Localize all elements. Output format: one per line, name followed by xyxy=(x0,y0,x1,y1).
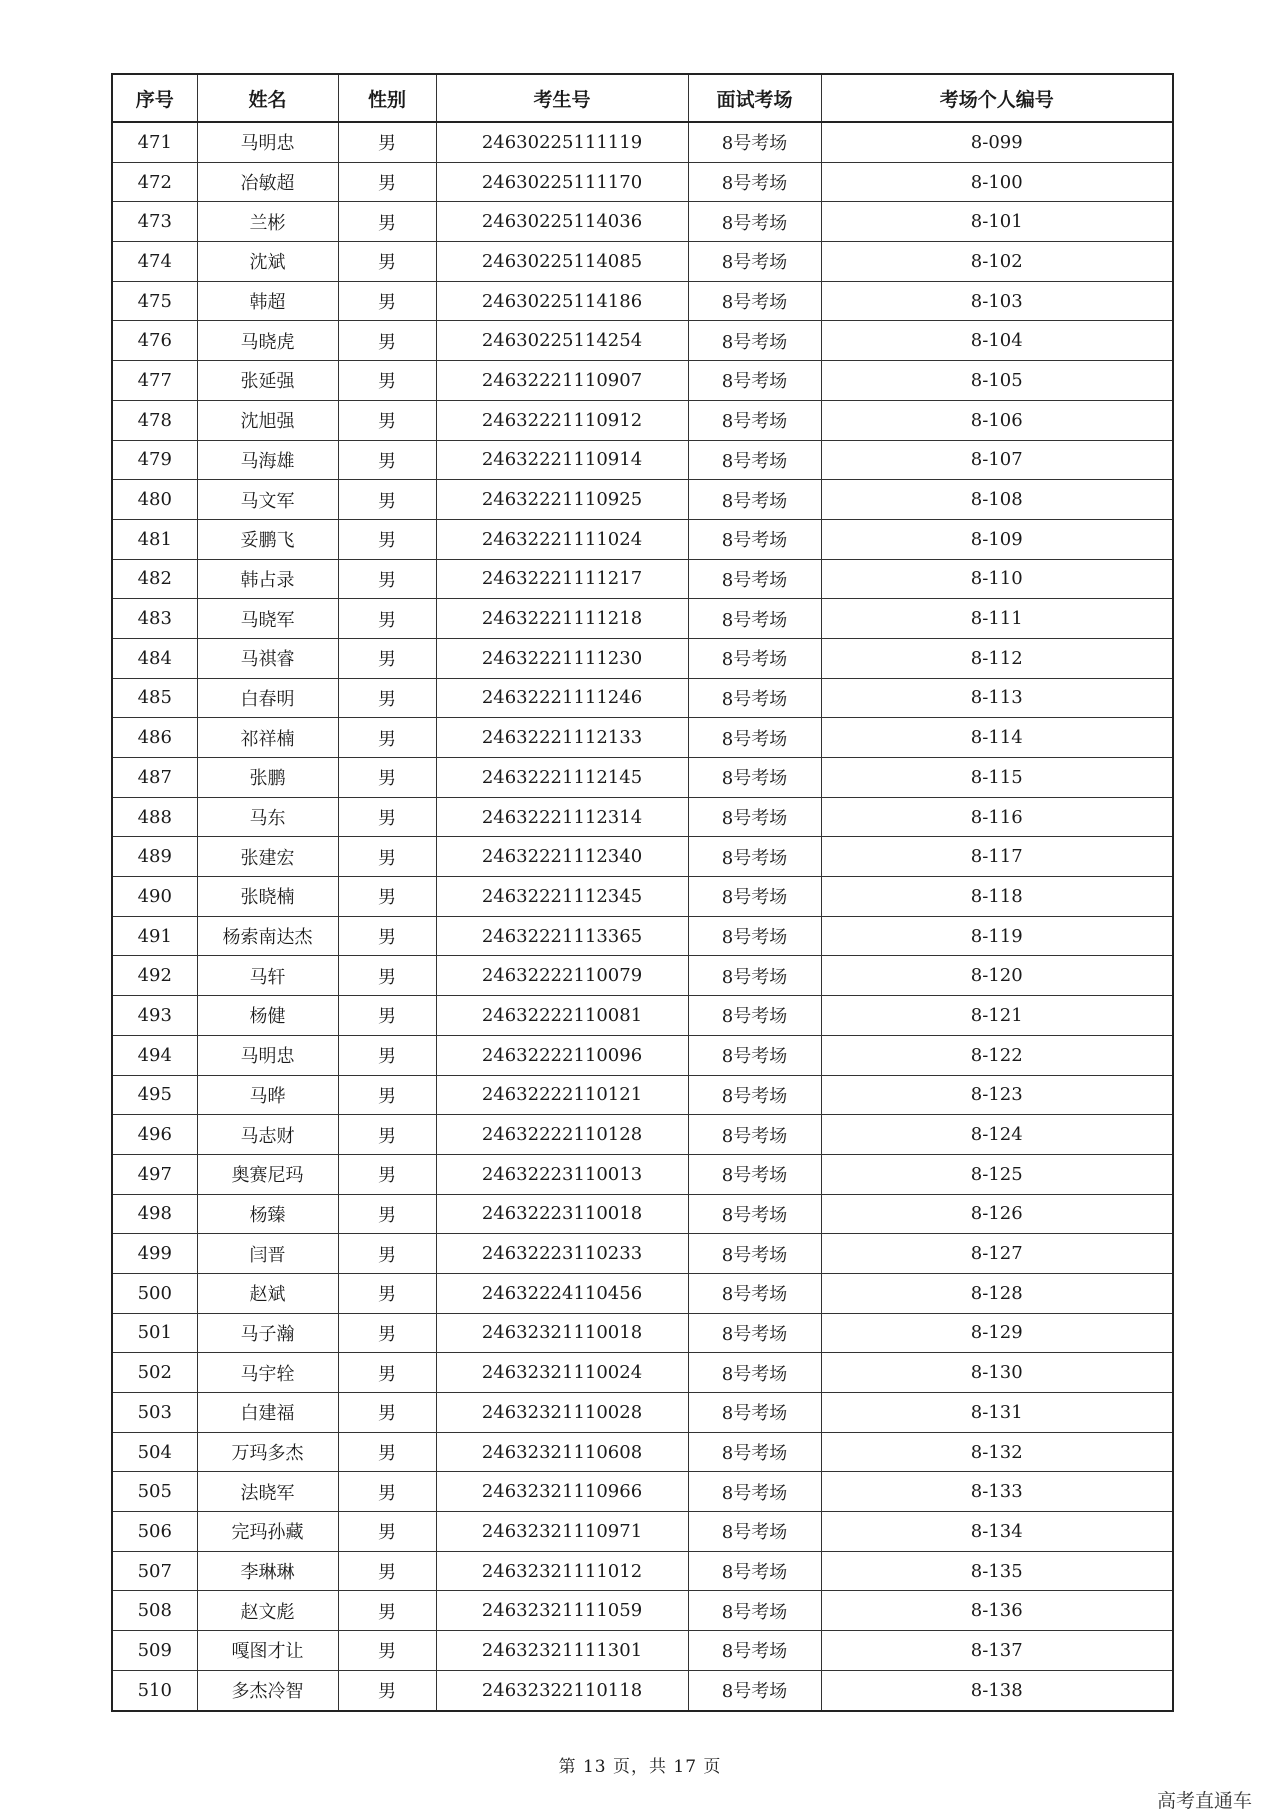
cell-room-personal-id: 8-118 xyxy=(821,877,1173,917)
cell-name: 沈斌 xyxy=(197,242,338,282)
cell-gender: 男 xyxy=(338,1035,436,1075)
cell-room-personal-id: 8-125 xyxy=(821,1154,1173,1194)
cell-room-personal-id: 8-117 xyxy=(821,837,1173,877)
cell-candidate-number: 24630225114085 xyxy=(436,242,688,282)
cell-interview-room: 8号考场 xyxy=(688,1273,821,1313)
cell-room-personal-id: 8-136 xyxy=(821,1591,1173,1631)
cell-candidate-number: 24632222110079 xyxy=(436,956,688,996)
cell-serial: 491 xyxy=(112,916,197,956)
cell-name: 张延强 xyxy=(197,361,338,401)
cell-serial: 509 xyxy=(112,1631,197,1671)
cell-serial: 474 xyxy=(112,242,197,282)
header-serial: 序号 xyxy=(112,74,197,122)
cell-interview-room: 8号考场 xyxy=(688,1194,821,1234)
cell-candidate-number: 24632221111218 xyxy=(436,599,688,639)
table-row xyxy=(112,519,1173,559)
cell-name: 张晓楠 xyxy=(197,877,338,917)
cell-serial: 504 xyxy=(112,1432,197,1472)
table-row xyxy=(112,956,1173,996)
cell-interview-room: 8号考场 xyxy=(688,678,821,718)
cell-serial: 478 xyxy=(112,400,197,440)
cell-gender: 男 xyxy=(338,122,436,162)
cell-serial: 485 xyxy=(112,678,197,718)
cell-candidate-number: 24632221111246 xyxy=(436,678,688,718)
cell-candidate-number: 24632221110907 xyxy=(436,361,688,401)
cell-candidate-number: 24632321111301 xyxy=(436,1631,688,1671)
cell-interview-room: 8号考场 xyxy=(688,162,821,202)
cell-name: 万玛多杰 xyxy=(197,1432,338,1472)
cell-interview-room: 8号考场 xyxy=(688,638,821,678)
cell-name: 韩占录 xyxy=(197,559,338,599)
cell-room-personal-id: 8-119 xyxy=(821,916,1173,956)
cell-room-personal-id: 8-121 xyxy=(821,996,1173,1036)
cell-name: 张鹏 xyxy=(197,758,338,798)
cell-gender: 男 xyxy=(338,1670,436,1710)
cell-room-personal-id: 8-131 xyxy=(821,1393,1173,1433)
cell-room-personal-id: 8-135 xyxy=(821,1551,1173,1591)
cell-room-personal-id: 8-124 xyxy=(821,1115,1173,1155)
table-row xyxy=(112,202,1173,242)
cell-room-personal-id: 8-111 xyxy=(821,599,1173,639)
cell-gender: 男 xyxy=(338,1472,436,1512)
cell-gender: 男 xyxy=(338,559,436,599)
cell-interview-room: 8号考场 xyxy=(688,1313,821,1353)
cell-room-personal-id: 8-109 xyxy=(821,519,1173,559)
cell-gender: 男 xyxy=(338,1591,436,1631)
cell-interview-room: 8号考场 xyxy=(688,1035,821,1075)
cell-gender: 男 xyxy=(338,400,436,440)
cell-name: 张建宏 xyxy=(197,837,338,877)
cell-name: 冶敏超 xyxy=(197,162,338,202)
cell-room-personal-id: 8-108 xyxy=(821,480,1173,520)
cell-serial: 510 xyxy=(112,1670,197,1710)
cell-gender: 男 xyxy=(338,202,436,242)
cell-name: 马海雄 xyxy=(197,440,338,480)
cell-gender: 男 xyxy=(338,519,436,559)
cell-gender: 男 xyxy=(338,797,436,837)
cell-name: 马子瀚 xyxy=(197,1313,338,1353)
table-body xyxy=(112,122,1173,1711)
cell-room-personal-id: 8-129 xyxy=(821,1313,1173,1353)
table-row xyxy=(112,1154,1173,1194)
cell-room-personal-id: 8-126 xyxy=(821,1194,1173,1234)
cell-gender: 男 xyxy=(338,638,436,678)
cell-candidate-number: 24632321110024 xyxy=(436,1353,688,1393)
cell-gender: 男 xyxy=(338,1512,436,1552)
cell-room-personal-id: 8-123 xyxy=(821,1075,1173,1115)
cell-serial: 492 xyxy=(112,956,197,996)
cell-interview-room: 8号考场 xyxy=(688,242,821,282)
table-row xyxy=(112,758,1173,798)
header-room-personal-id: 考场个人编号 xyxy=(821,74,1173,122)
cell-name: 法晓军 xyxy=(197,1472,338,1512)
cell-interview-room: 8号考场 xyxy=(688,440,821,480)
table-row xyxy=(112,877,1173,917)
cell-room-personal-id: 8-102 xyxy=(821,242,1173,282)
cell-gender: 男 xyxy=(338,678,436,718)
cell-name: 沈旭强 xyxy=(197,400,338,440)
cell-interview-room: 8号考场 xyxy=(688,1234,821,1274)
cell-interview-room: 8号考场 xyxy=(688,281,821,321)
cell-gender: 男 xyxy=(338,440,436,480)
cell-gender: 男 xyxy=(338,1393,436,1433)
cell-interview-room: 8号考场 xyxy=(688,599,821,639)
table-row xyxy=(112,1551,1173,1591)
cell-interview-room: 8号考场 xyxy=(688,1631,821,1671)
cell-name: 完玛孙藏 xyxy=(197,1512,338,1552)
cell-gender: 男 xyxy=(338,956,436,996)
cell-candidate-number: 24632321110028 xyxy=(436,1393,688,1433)
header-candidate-number: 考生号 xyxy=(436,74,688,122)
cell-candidate-number: 24630225114254 xyxy=(436,321,688,361)
cell-gender: 男 xyxy=(338,1313,436,1353)
cell-gender: 男 xyxy=(338,758,436,798)
cell-interview-room: 8号考场 xyxy=(688,837,821,877)
cell-name: 马宇辁 xyxy=(197,1353,338,1393)
cell-serial: 476 xyxy=(112,321,197,361)
cell-gender: 男 xyxy=(338,1194,436,1234)
cell-name: 马文军 xyxy=(197,480,338,520)
cell-serial: 490 xyxy=(112,877,197,917)
cell-interview-room: 8号考场 xyxy=(688,480,821,520)
cell-serial: 503 xyxy=(112,1393,197,1433)
table-row xyxy=(112,797,1173,837)
cell-gender: 男 xyxy=(338,281,436,321)
cell-room-personal-id: 8-112 xyxy=(821,638,1173,678)
cell-gender: 男 xyxy=(338,1234,436,1274)
cell-candidate-number: 24632321110966 xyxy=(436,1472,688,1512)
cell-name: 马晔 xyxy=(197,1075,338,1115)
cell-candidate-number: 24632221112340 xyxy=(436,837,688,877)
cell-room-personal-id: 8-107 xyxy=(821,440,1173,480)
cell-candidate-number: 24632222110128 xyxy=(436,1115,688,1155)
cell-interview-room: 8号考场 xyxy=(688,559,821,599)
cell-room-personal-id: 8-114 xyxy=(821,718,1173,758)
cell-gender: 男 xyxy=(338,877,436,917)
cell-interview-room: 8号考场 xyxy=(688,1393,821,1433)
cell-room-personal-id: 8-106 xyxy=(821,400,1173,440)
cell-name: 马明忠 xyxy=(197,1035,338,1075)
cell-room-personal-id: 8-122 xyxy=(821,1035,1173,1075)
cell-serial: 477 xyxy=(112,361,197,401)
table-row xyxy=(112,1234,1173,1274)
cell-gender: 男 xyxy=(338,321,436,361)
cell-interview-room: 8号考场 xyxy=(688,1115,821,1155)
cell-candidate-number: 24632223110013 xyxy=(436,1154,688,1194)
cell-candidate-number: 24632221113365 xyxy=(436,916,688,956)
cell-serial: 495 xyxy=(112,1075,197,1115)
cell-room-personal-id: 8-133 xyxy=(821,1472,1173,1512)
cell-room-personal-id: 8-116 xyxy=(821,797,1173,837)
cell-interview-room: 8号考场 xyxy=(688,877,821,917)
cell-serial: 479 xyxy=(112,440,197,480)
table-row xyxy=(112,321,1173,361)
cell-interview-room: 8号考场 xyxy=(688,400,821,440)
cell-gender: 男 xyxy=(338,1154,436,1194)
table-row xyxy=(112,1313,1173,1353)
cell-serial: 471 xyxy=(112,122,197,162)
table-row xyxy=(112,1472,1173,1512)
table-row xyxy=(112,1670,1173,1710)
cell-serial: 508 xyxy=(112,1591,197,1631)
cell-name: 白春明 xyxy=(197,678,338,718)
table-row xyxy=(112,1393,1173,1433)
table-row xyxy=(112,678,1173,718)
cell-gender: 男 xyxy=(338,996,436,1036)
cell-interview-room: 8号考场 xyxy=(688,1472,821,1512)
table-row xyxy=(112,837,1173,877)
table-row xyxy=(112,996,1173,1036)
table-row xyxy=(112,559,1173,599)
cell-serial: 483 xyxy=(112,599,197,639)
cell-candidate-number: 24632221111217 xyxy=(436,559,688,599)
cell-interview-room: 8号考场 xyxy=(688,1551,821,1591)
cell-gender: 男 xyxy=(338,480,436,520)
table-row xyxy=(112,1591,1173,1631)
cell-candidate-number: 24632321111059 xyxy=(436,1591,688,1631)
table-row xyxy=(112,1631,1173,1671)
cell-name: 马晓军 xyxy=(197,599,338,639)
cell-candidate-number: 24632223110018 xyxy=(436,1194,688,1234)
cell-room-personal-id: 8-137 xyxy=(821,1631,1173,1671)
table-row xyxy=(112,400,1173,440)
cell-serial: 496 xyxy=(112,1115,197,1155)
page-number-footer: 第 13 页，共 17 页 xyxy=(558,1757,722,1777)
cell-serial: 472 xyxy=(112,162,197,202)
cell-candidate-number: 24632321110018 xyxy=(436,1313,688,1353)
header-gender: 性别 xyxy=(338,74,436,122)
cell-candidate-number: 24632222110096 xyxy=(436,1035,688,1075)
cell-candidate-number: 24632321110608 xyxy=(436,1432,688,1472)
cell-candidate-number: 24632221111230 xyxy=(436,638,688,678)
cell-serial: 493 xyxy=(112,996,197,1036)
table-row xyxy=(112,638,1173,678)
cell-serial: 475 xyxy=(112,281,197,321)
cell-interview-room: 8号考场 xyxy=(688,956,821,996)
cell-gender: 男 xyxy=(338,718,436,758)
cell-gender: 男 xyxy=(338,1631,436,1671)
cell-serial: 482 xyxy=(112,559,197,599)
cell-interview-room: 8号考场 xyxy=(688,1512,821,1552)
cell-room-personal-id: 8-110 xyxy=(821,559,1173,599)
cell-serial: 506 xyxy=(112,1512,197,1552)
cell-candidate-number: 24630225111170 xyxy=(436,162,688,202)
cell-serial: 507 xyxy=(112,1551,197,1591)
table-row xyxy=(112,242,1173,282)
cell-candidate-number: 24630225111119 xyxy=(436,122,688,162)
cell-serial: 497 xyxy=(112,1154,197,1194)
cell-candidate-number: 24632221110912 xyxy=(436,400,688,440)
cell-gender: 男 xyxy=(338,837,436,877)
table-row xyxy=(112,599,1173,639)
cell-serial: 498 xyxy=(112,1194,197,1234)
cell-interview-room: 8号考场 xyxy=(688,202,821,242)
cell-room-personal-id: 8-132 xyxy=(821,1432,1173,1472)
cell-interview-room: 8号考场 xyxy=(688,996,821,1036)
cell-room-personal-id: 8-103 xyxy=(821,281,1173,321)
cell-room-personal-id: 8-134 xyxy=(821,1512,1173,1552)
cell-interview-room: 8号考场 xyxy=(688,916,821,956)
cell-serial: 486 xyxy=(112,718,197,758)
cell-candidate-number: 24632221112314 xyxy=(436,797,688,837)
cell-name: 马东 xyxy=(197,797,338,837)
cell-gender: 男 xyxy=(338,1432,436,1472)
cell-candidate-number: 24632321111012 xyxy=(436,1551,688,1591)
cell-name: 白建福 xyxy=(197,1393,338,1433)
cell-candidate-number: 24630225114036 xyxy=(436,202,688,242)
cell-gender: 男 xyxy=(338,1075,436,1115)
cell-candidate-number: 24632222110081 xyxy=(436,996,688,1036)
cell-name: 嘎图才让 xyxy=(197,1631,338,1671)
cell-interview-room: 8号考场 xyxy=(688,1154,821,1194)
cell-room-personal-id: 8-104 xyxy=(821,321,1173,361)
cell-name: 杨索南达杰 xyxy=(197,916,338,956)
cell-room-personal-id: 8-099 xyxy=(821,122,1173,162)
candidate-table xyxy=(111,73,1174,1712)
cell-candidate-number: 24632221112345 xyxy=(436,877,688,917)
cell-interview-room: 8号考场 xyxy=(688,1353,821,1393)
cell-room-personal-id: 8-113 xyxy=(821,678,1173,718)
cell-gender: 男 xyxy=(338,361,436,401)
cell-name: 闫晋 xyxy=(197,1234,338,1274)
cell-serial: 502 xyxy=(112,1353,197,1393)
table-row xyxy=(112,1512,1173,1552)
cell-room-personal-id: 8-128 xyxy=(821,1273,1173,1313)
cell-interview-room: 8号考场 xyxy=(688,718,821,758)
cell-candidate-number: 24632221112133 xyxy=(436,718,688,758)
cell-gender: 男 xyxy=(338,916,436,956)
cell-candidate-number: 24632321110971 xyxy=(436,1512,688,1552)
table-row xyxy=(112,916,1173,956)
cell-interview-room: 8号考场 xyxy=(688,797,821,837)
table-row xyxy=(112,1273,1173,1313)
cell-room-personal-id: 8-105 xyxy=(821,361,1173,401)
cell-name: 李琳琳 xyxy=(197,1551,338,1591)
cell-candidate-number: 24632223110233 xyxy=(436,1234,688,1274)
table-row xyxy=(112,1075,1173,1115)
cell-gender: 男 xyxy=(338,242,436,282)
cell-candidate-number: 24632221112145 xyxy=(436,758,688,798)
cell-name: 兰彬 xyxy=(197,202,338,242)
cell-room-personal-id: 8-100 xyxy=(821,162,1173,202)
header-interview-room: 面试考场 xyxy=(688,74,821,122)
cell-gender: 男 xyxy=(338,1353,436,1393)
cell-serial: 487 xyxy=(112,758,197,798)
cell-serial: 484 xyxy=(112,638,197,678)
cell-gender: 男 xyxy=(338,1273,436,1313)
cell-room-personal-id: 8-127 xyxy=(821,1234,1173,1274)
cell-interview-room: 8号考场 xyxy=(688,1591,821,1631)
cell-name: 马祺睿 xyxy=(197,638,338,678)
table-row xyxy=(112,480,1173,520)
cell-candidate-number: 24632221110914 xyxy=(436,440,688,480)
cell-room-personal-id: 8-138 xyxy=(821,1670,1173,1710)
cell-interview-room: 8号考场 xyxy=(688,519,821,559)
table-row xyxy=(112,162,1173,202)
table-header-row xyxy=(112,74,1173,122)
cell-serial: 481 xyxy=(112,519,197,559)
table-row xyxy=(112,718,1173,758)
table-row xyxy=(112,440,1173,480)
cell-gender: 男 xyxy=(338,599,436,639)
cell-serial: 505 xyxy=(112,1472,197,1512)
cell-room-personal-id: 8-101 xyxy=(821,202,1173,242)
cell-candidate-number: 24632221110925 xyxy=(436,480,688,520)
header-name: 姓名 xyxy=(197,74,338,122)
table-row xyxy=(112,361,1173,401)
cell-interview-room: 8号考场 xyxy=(688,122,821,162)
cell-serial: 480 xyxy=(112,480,197,520)
cell-serial: 501 xyxy=(112,1313,197,1353)
cell-candidate-number: 24630225114186 xyxy=(436,281,688,321)
cell-serial: 473 xyxy=(112,202,197,242)
candidate-table-container xyxy=(111,73,1172,1712)
cell-serial: 494 xyxy=(112,1035,197,1075)
cell-name: 奥赛尼玛 xyxy=(197,1154,338,1194)
table-row xyxy=(112,1432,1173,1472)
cell-interview-room: 8号考场 xyxy=(688,758,821,798)
cell-candidate-number: 24632222110121 xyxy=(436,1075,688,1115)
cell-room-personal-id: 8-130 xyxy=(821,1353,1173,1393)
table-row xyxy=(112,281,1173,321)
cell-name: 杨健 xyxy=(197,996,338,1036)
table-row xyxy=(112,122,1173,162)
table-row xyxy=(112,1194,1173,1234)
cell-gender: 男 xyxy=(338,1115,436,1155)
cell-name: 多杰冷智 xyxy=(197,1670,338,1710)
cell-interview-room: 8号考场 xyxy=(688,1432,821,1472)
cell-name: 杨臻 xyxy=(197,1194,338,1234)
cell-name: 赵文彪 xyxy=(197,1591,338,1631)
cell-interview-room: 8号考场 xyxy=(688,1670,821,1710)
table-row xyxy=(112,1353,1173,1393)
table-row xyxy=(112,1115,1173,1155)
cell-name: 马明忠 xyxy=(197,122,338,162)
cell-interview-room: 8号考场 xyxy=(688,321,821,361)
cell-name: 马轩 xyxy=(197,956,338,996)
cell-name: 赵斌 xyxy=(197,1273,338,1313)
cell-name: 韩超 xyxy=(197,281,338,321)
cell-room-personal-id: 8-120 xyxy=(821,956,1173,996)
cell-name: 妥鹏飞 xyxy=(197,519,338,559)
cell-candidate-number: 24632224110456 xyxy=(436,1273,688,1313)
cell-serial: 500 xyxy=(112,1273,197,1313)
cell-room-personal-id: 8-115 xyxy=(821,758,1173,798)
table-row xyxy=(112,1035,1173,1075)
cell-interview-room: 8号考场 xyxy=(688,361,821,401)
cell-name: 祁祥楠 xyxy=(197,718,338,758)
watermark-text: 高考直通车 xyxy=(1156,1790,1252,1812)
cell-gender: 男 xyxy=(338,1551,436,1591)
cell-serial: 489 xyxy=(112,837,197,877)
cell-interview-room: 8号考场 xyxy=(688,1075,821,1115)
cell-serial: 499 xyxy=(112,1234,197,1274)
cell-name: 马晓虎 xyxy=(197,321,338,361)
cell-name: 马志财 xyxy=(197,1115,338,1155)
cell-candidate-number: 24632322110118 xyxy=(436,1670,688,1710)
cell-serial: 488 xyxy=(112,797,197,837)
cell-candidate-number: 24632221111024 xyxy=(436,519,688,559)
cell-gender: 男 xyxy=(338,162,436,202)
